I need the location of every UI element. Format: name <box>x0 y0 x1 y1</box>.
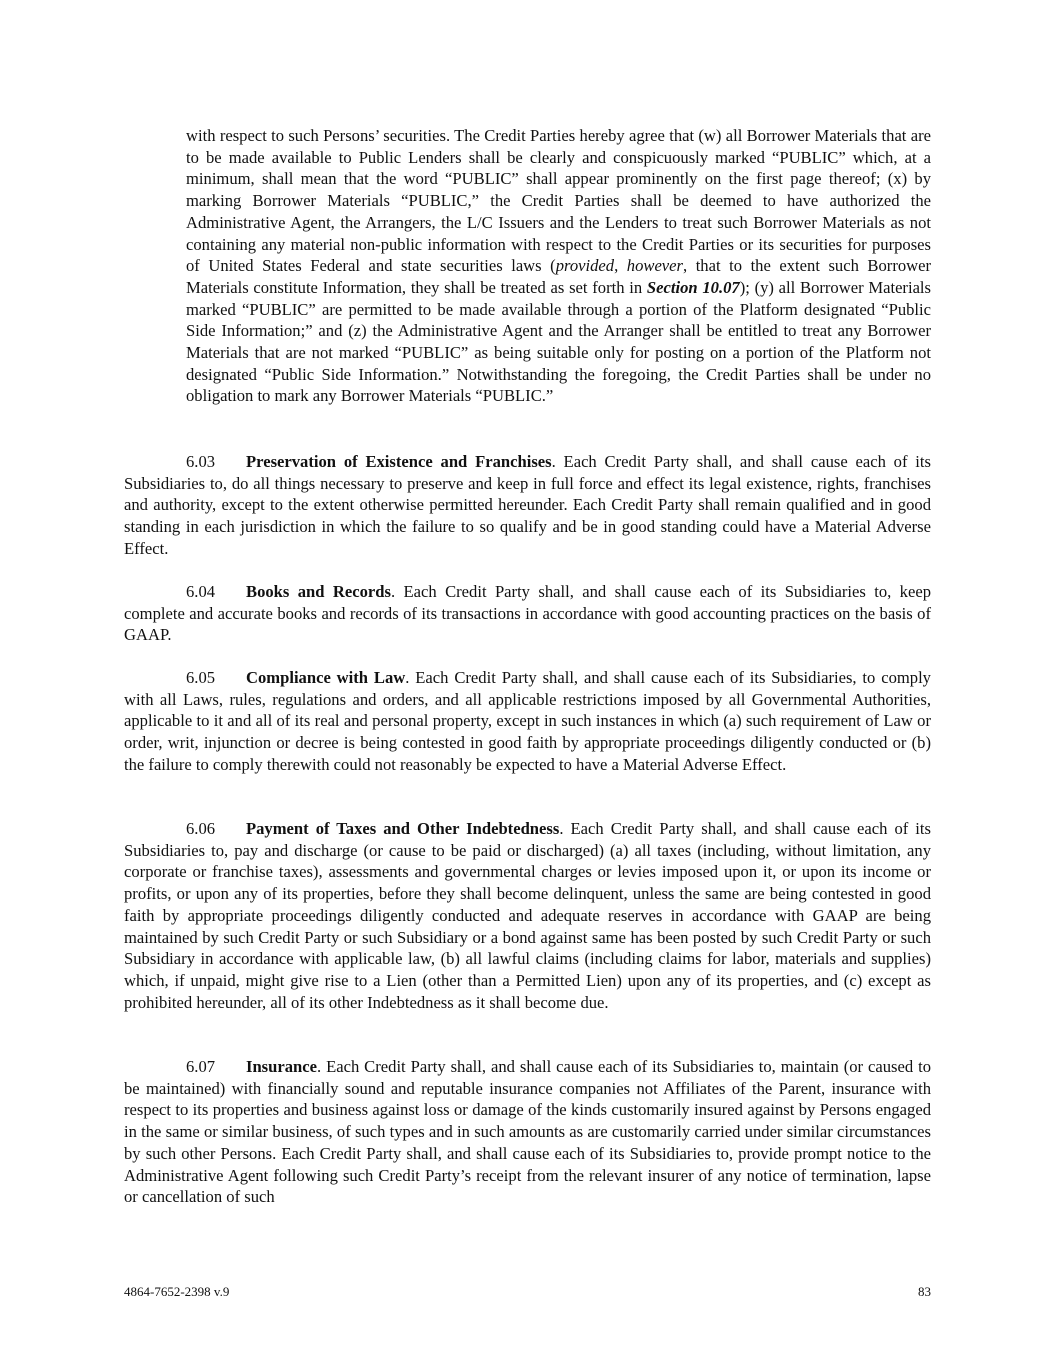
section-body: . Each Credit Party shall, and shall cause each of its Subsidiaries to, pay and discharge (or cause to be paid or discharged) (a) all taxes (including, without limitation, any corporate or franchise taxes), assessments and governmental charges or levies imposed upon it, or upon its income or profits, or upon any of its properties, before they shall become delinquent, unless the same are being contested in good faith by appropriate proceedings diligently conducted and adequate reserves in accordance with GAAP are being maintained by such Credit Party or such Subsidiary or a bond against same has been posted by such Credit Party or such Subsidiary in accordance with applicable law, (b) all lawful claims (including claims for labor, materials and supplies) which, if unpaid, might give rise to a Lien (other than a Permitted Lien) upon any of its properties, and (c) except as prohibited hereunder, all of its other Indebtedness as it shall become due. <box>124 819 931 1012</box>
section-number: 6.03 <box>186 452 216 471</box>
section-reference: Section 10.07 <box>646 277 740 297</box>
section-body: . Each Credit Party shall, and shall cause each of its Subsidiaries to, maintain (or caused to be maintained) with financially sound and reputable insurance companies not Affiliates of the Parent, insurance with respect to its properties and business against loss or damage of the kinds customarily insured against by Persons engaged in the same or similar business, of such types and in such amounts as are customarily carried under similar circumstances by such other Persons. Each Credit Party shall, and shall cause each of its Subsidiaries to, provide prompt notice to the Administrative Agent following such Credit Party’s receipt from the relevant insurer of any notice of termination, lapse or cancellation of such <box>124 1057 931 1207</box>
continuation-paragraph <box>186 125 931 407</box>
section-6-07 <box>124 1056 931 1208</box>
section-heading: Compliance with Law <box>246 668 406 687</box>
section-heading: Preservation of Existence and Franchises <box>246 452 552 471</box>
continuation-text-part-1: with respect to such Persons’ securities. The Credit Parties hereby agree that (w) all Borrower Materials that are to be made available to Public Lenders shall be clearly and conspicuously marked “PUBLIC” which, at a minimum, shall mean that the word “PUBLIC” shall appear prominently on the first page thereof; (x) by marking Borrower Materials “PUBLIC,” the Credit Parties shall be deemed to have authorized the Administrative Agent, the Arrangers, the L/C Issuers and the Lenders to treat such Borrower Materials as not containing any material non-public information with respect to the Credit Parties or its securities for purposes of United States Federal and state securities laws ( <box>186 126 931 276</box>
continuation-comma: , <box>614 256 627 276</box>
section-body: . Each Credit Party shall, and shall cause each of its Subsidiaries to, keep complete and accurate books and records of its transactions in accordance with good accounting practices on the basis of GAAP. <box>124 582 931 645</box>
italic-provided: provided <box>555 256 615 276</box>
italic-however: however <box>626 256 683 276</box>
section-6-04 <box>124 581 931 646</box>
continuation-text-part-2: , that to the extent such Borrower Materials constitute Information, they shall be treated as set forth in <box>186 256 932 297</box>
section-6-03 <box>124 451 931 560</box>
section-heading: Insurance <box>246 1057 317 1076</box>
section-heading: Books and Records <box>246 582 391 601</box>
section-number: 6.06 <box>186 819 216 838</box>
continuation-text <box>186 125 931 407</box>
section-number: 6.07 <box>186 1057 216 1076</box>
footer-page-number: 83 <box>918 1284 931 1299</box>
section-number: 6.04 <box>186 582 216 601</box>
section-body: . Each Credit Party shall, and shall cause each of its Subsidiaries, to comply with all Laws, rules, regulations and orders, and all applicable restrictions imposed by all Governmental Authorities, applicable to it and all of its real and personal property, except in such instances in which (a) such requirement of Law or order, writ, injunction or decree is being contested in good faith by appropriate proceedings diligently conducted or (b) the failure to comply therewith could not reasonably be expected to have a Material Adverse Effect. <box>124 668 931 774</box>
section-body: . Each Credit Party shall, and shall cause each of its Subsidiaries to, do all things necessary to preserve and keep in full force and effect its legal existence, rights, franchises and authority, except to the extent otherwise permitted hereunder. Each Credit Party shall remain qualified and in good standing in each jurisdiction in which the failure to so qualify and be in good standing could have a Material Adverse Effect. <box>124 452 931 558</box>
continuation-text-part-3: ); (y) all Borrower Materials marked “PUBLIC” are permitted to be made available through a portion of the Platform designated “Public Side Information;” and (z) the Administrative Agent and the Arranger shall be entitled to treat any Borrower Materials that are not marked “PUBLIC” as being suitable only for posting on a portion of the Platform not designated “Public Side Information.” Notwithstanding the foregoing, the Credit Parties shall be under no obligation to mark any Borrower Materials “PUBLIC.” <box>186 277 931 406</box>
section-number: 6.05 <box>186 668 216 687</box>
footer-document-id: 4864-7652-2398 v.9 <box>124 1284 230 1299</box>
section-heading: Payment of Taxes and Other Indebtedness <box>246 819 560 838</box>
section-6-06 <box>124 818 931 1013</box>
section-6-05 <box>124 667 931 776</box>
